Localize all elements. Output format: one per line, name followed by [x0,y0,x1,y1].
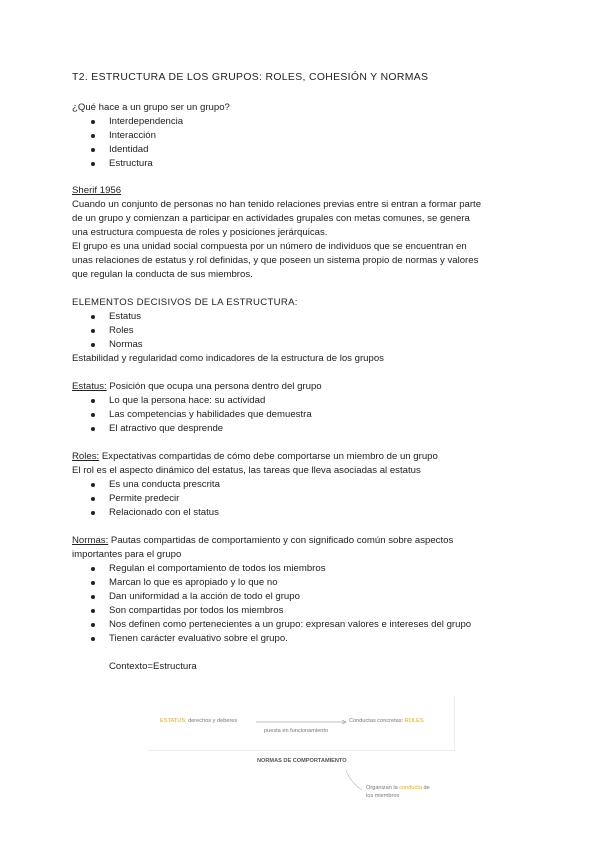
organize-text-end: de [421,785,430,791]
diagram-roles-rest: Conductas concretas: [349,718,404,724]
normas-label: Normas: [72,535,109,546]
estatus-text: Posición que ocupa una persona dentro del grupo [106,381,322,392]
paragraph-line: El grupo es una unidad social compuesta por un número de individuos que se encuentran en [72,241,467,252]
list-item: Dan uniformidad a la acción de todo el grupo [109,591,300,602]
list-item: Normas [109,339,143,350]
document-title: T2. ESTRUCTURA DE LOS GRUPOS: ROLES, COHESIÓN Y NORMAS [72,72,429,83]
normas-definition-cont: importantes para el grupo [72,549,182,560]
paragraph-line: una estructura compuesta de roles y posiciones jerárquicas. [72,227,328,238]
list-item: Tienen carácter evaluativo sobre el grupo. [109,633,288,644]
roles-label: Roles: [72,451,100,462]
list-item: Es una conducta prescrita [109,479,220,490]
diagram-estatus-word: ESTATUS: [160,718,187,724]
list-item: Estructura [109,158,153,169]
list-item: Permite predecir [109,493,180,504]
roles-extra: El rol es el aspecto dinámico del estatus, las tareas que lleva asociadas al estatus [72,465,421,476]
list-item: Roles [109,325,134,336]
organize-text: Organizan la [366,785,398,791]
roles-text: Expectativas compartidas de cómo debe comportarse un miembro de un grupo [99,451,438,462]
diagram-organize-line2: los miembros [366,793,400,799]
list-item: Nos definen como pertenecientes a un grupo: expresan valores e intereses del grupo [109,619,472,630]
normas-text: Pautas compartidas de comportamiento y con significado común sobre aspectos [108,535,454,546]
paragraph-line: que regulan la conducta de sus miembros. [72,269,253,280]
list-item: Marcan lo que es apropiado y lo que no [109,577,278,588]
context-line: Contexto=Estructura [109,661,197,672]
list-item: Interdependencia [109,116,184,127]
paragraph-line: unas relaciones de estatus y rol definidas, y que poseen un sistema propio de normas y valores [72,255,479,266]
question-heading: ¿Qué hace a un grupo ser un grupo? [72,102,230,113]
list-item: Las competencias y habilidades que demuestra [109,409,312,420]
diagram-normas-label: NORMAS DE COMPORTAMIENTO [257,758,347,764]
list-item: Relacionado con el status [109,507,219,518]
list-item: El atractivo que desprende [109,423,224,434]
list-item: Estatus [109,311,141,322]
sherif-heading: Sherif 1956 [72,185,122,196]
list-item: Son compartidas por todos los miembros [109,605,284,616]
organize-accent: conducta [397,785,422,791]
list-item: Interacción [109,130,156,141]
paragraph-line: Cuando un conjunto de personas no han tenido relaciones previas entre si entran a formar parte [72,199,482,210]
elements-heading: ELEMENTOS DECISIVOS DE LA ESTRUCTURA: [72,297,298,308]
estatus-label: Estatus: [72,381,107,392]
diagram-roles-label [349,718,424,725]
list-item: Identidad [109,144,149,155]
list-item: Regulan el comportamiento de todos los miembros [109,563,326,574]
paragraph-line: de un grupo y comienzan a participar en actividades grupales con metas comunes, se genera [72,213,470,224]
diagram-roles-word: ROLES [403,718,424,724]
elements-note: Estabilidad y regularidad como indicadores de la estructura de los grupos [72,353,384,364]
diagram-estatus-rest: derechos y deberes [186,718,238,724]
diagram-organize-line1 [366,785,430,792]
diagram-arrow-label: puesta en funcionamiento [264,728,329,734]
list-item: Lo que la persona hace: su actividad [109,395,266,406]
curve-connector [346,770,362,790]
